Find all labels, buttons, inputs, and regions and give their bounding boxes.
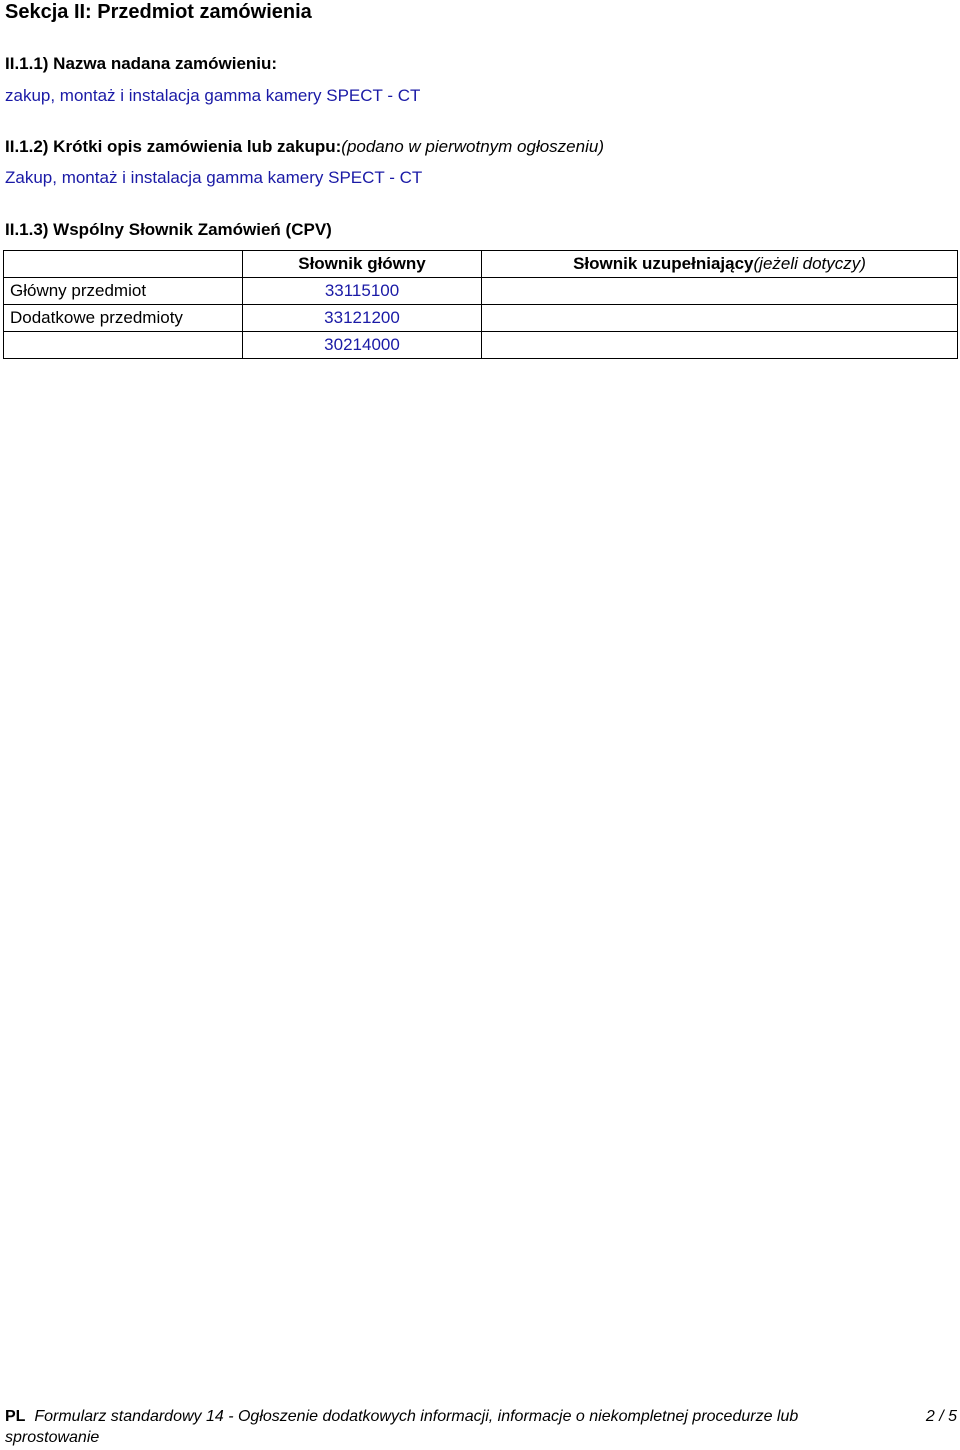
table-row bbox=[4, 332, 958, 359]
cpv-header-main: Słownik główny bbox=[243, 251, 482, 278]
cpv-header-row bbox=[4, 251, 958, 278]
page-footer bbox=[5, 1406, 957, 1448]
description-label-text: II.1.2) Krótki opis zamówienia lub zakupu: bbox=[5, 137, 342, 156]
cpv-row-supp-code bbox=[482, 278, 958, 305]
section-title: Sekcja II: Przedmiot zamówienia bbox=[5, 1, 312, 23]
description-value: Zakup, montaż i instalacja gamma kamery SPECT - CT bbox=[5, 168, 423, 187]
footer-form-text: Formularz standardowy 14 - Ogłoszenie dodatkowych informacji, informacje o niekompletnej procedurze lub bbox=[34, 1408, 799, 1425]
cpv-header-empty bbox=[4, 251, 243, 278]
cpv-row-label bbox=[4, 332, 243, 359]
cpv-row-label: Główny przedmiot bbox=[4, 278, 243, 305]
cpv-row-main-code: 30214000 bbox=[243, 332, 482, 359]
name-label: II.1.1) Nazwa nadana zamówieniu: bbox=[5, 54, 278, 73]
table-row bbox=[4, 305, 958, 332]
footer-lang: PL bbox=[5, 1408, 26, 1425]
description-label bbox=[5, 136, 604, 158]
cpv-header-supp-text: Słownik uzupełniający bbox=[573, 254, 754, 273]
cpv-label: II.1.3) Wspólny Słownik Zamówień (CPV) bbox=[5, 220, 332, 239]
cpv-row-main-code: 33115100 bbox=[243, 278, 482, 305]
cpv-header-supp-note: (jeżeli dotyczy) bbox=[753, 254, 866, 273]
cpv-table bbox=[3, 250, 958, 359]
footer-form-text-cont: sprostowanie bbox=[5, 1429, 100, 1446]
table-row bbox=[4, 278, 958, 305]
footer-line bbox=[5, 1406, 957, 1427]
cpv-row-label: Dodatkowe przedmioty bbox=[4, 305, 243, 332]
footer-page-number: 2 / 5 bbox=[925, 1408, 957, 1425]
cpv-header-supp bbox=[482, 251, 958, 278]
name-value: zakup, montaż i instalacja gamma kamery SPECT - CT bbox=[5, 86, 421, 105]
cpv-row-supp-code bbox=[482, 305, 958, 332]
cpv-row-main-code: 33121200 bbox=[243, 305, 482, 332]
cpv-row-supp-code bbox=[482, 332, 958, 359]
description-note: (podano w pierwotnym ogłoszeniu) bbox=[341, 137, 604, 156]
